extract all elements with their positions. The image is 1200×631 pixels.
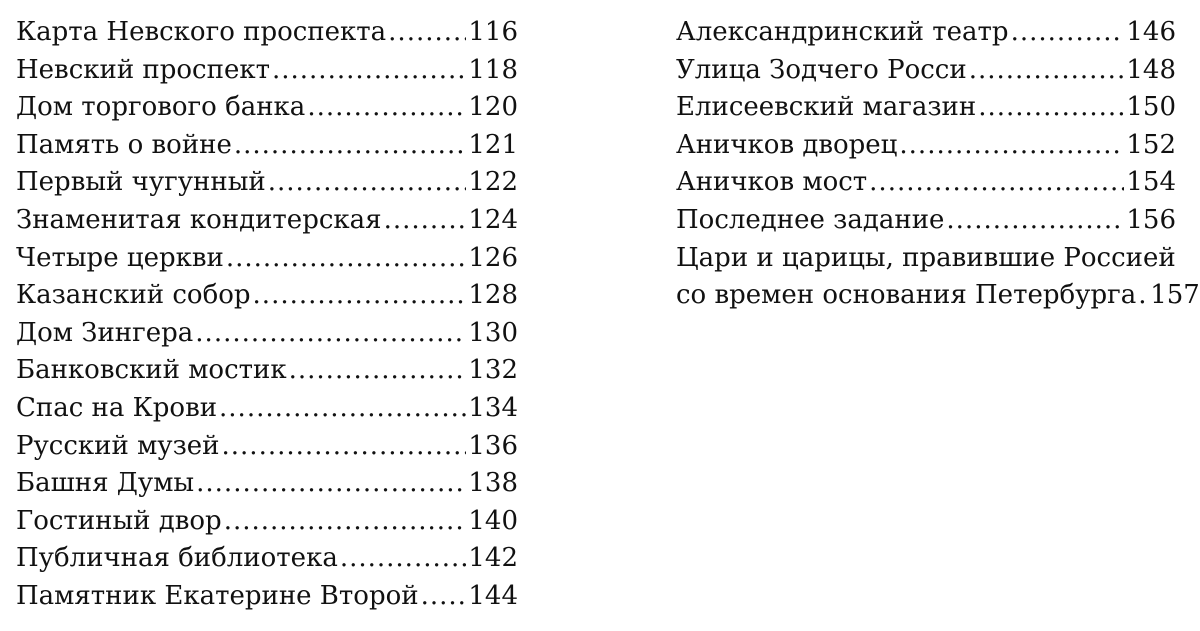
toc-entry-title: Улица Зодчего Росси — [676, 54, 967, 85]
toc-entry — [676, 277, 1200, 315]
dot-leader — [307, 89, 466, 127]
toc-entry-title: Знаменитая кондитерская — [16, 204, 382, 235]
toc-right-column — [676, 14, 1200, 315]
toc-left-column — [16, 14, 518, 616]
dot-leader — [969, 52, 1125, 90]
toc-entry-page: 116 — [468, 17, 518, 47]
dot-leader — [219, 390, 466, 428]
toc-entry-title: Спас на Крови — [16, 392, 218, 423]
toc-entry-page: 130 — [468, 317, 518, 348]
toc-entry-page: 122 — [468, 167, 518, 198]
dot-leader — [224, 503, 467, 541]
toc-entry-page: 138 — [468, 468, 518, 499]
toc-entry-title: Аничков мост — [676, 167, 868, 198]
dot-leader — [388, 14, 466, 52]
toc-entry-title: Дом торгового банка — [16, 92, 306, 123]
toc-entry — [16, 390, 518, 428]
toc-entry-page: 126 — [468, 242, 518, 273]
toc-entry-title: Аничков дворец — [676, 129, 898, 160]
dot-leader — [195, 315, 466, 353]
toc-entry-page: 146 — [1126, 17, 1176, 47]
toc-entry-page: 154 — [1126, 167, 1176, 198]
toc-entry-page: 152 — [1126, 129, 1176, 160]
toc-entry — [676, 127, 1176, 165]
toc-entry — [16, 503, 518, 541]
toc-entry-page: 118 — [468, 54, 518, 85]
toc-entry-title: Публичная библиотека — [16, 543, 338, 574]
dot-leader — [222, 428, 467, 466]
toc-entry — [16, 164, 518, 202]
dot-leader — [253, 277, 467, 315]
toc-entry — [16, 465, 518, 503]
toc-entry-page: 124 — [468, 204, 518, 235]
dot-leader — [978, 89, 1124, 127]
toc-entry-page: 136 — [468, 430, 518, 461]
toc-entry — [16, 202, 518, 240]
dot-leader — [1138, 277, 1148, 315]
toc-entry-title: Первый чугунный — [16, 167, 266, 198]
dot-leader — [268, 164, 467, 202]
toc-entry-title: Гостиный двор — [16, 505, 222, 536]
toc-entry-page: 142 — [468, 543, 518, 574]
toc-entry — [16, 578, 518, 616]
toc-entry-page: 156 — [1126, 204, 1176, 235]
toc-entry — [16, 14, 518, 52]
dot-leader — [946, 202, 1124, 240]
toc-entry-title: Банковский мостик — [16, 355, 287, 386]
toc-entry-page: 128 — [468, 280, 518, 311]
toc-entry-title: Памятник Екатерине Второй — [16, 580, 419, 611]
toc-entry — [676, 52, 1176, 90]
toc-entry — [16, 277, 518, 315]
toc-entry-page: 144 — [468, 580, 518, 611]
dot-leader — [869, 164, 1124, 202]
toc-entry-title: Русский музей — [16, 430, 220, 461]
toc-entry-title: Башня Думы — [16, 468, 195, 499]
dot-leader — [272, 52, 466, 90]
toc-entry-page: 132 — [468, 355, 518, 386]
dot-leader — [899, 127, 1124, 165]
toc-entry — [16, 352, 518, 390]
toc-entry — [676, 164, 1176, 202]
toc-entry-title: Четыре церкви — [16, 242, 224, 273]
dot-leader — [226, 240, 467, 278]
toc-entry-title: со времен основания Петербурга — [676, 280, 1137, 311]
toc-entry-page: 148 — [1126, 54, 1176, 85]
toc-entry — [676, 202, 1176, 240]
toc-entry-title: Последнее задание — [676, 204, 945, 235]
toc-entry-first-line: Цари и царицы, правившие Россией — [676, 242, 1176, 273]
dot-leader — [1011, 14, 1125, 52]
dot-leader — [289, 352, 467, 390]
toc-entry-page: 157 — [1150, 280, 1200, 311]
toc-entry-page: 120 — [468, 92, 518, 123]
toc-entry-title: Дом Зингера — [16, 317, 194, 348]
toc-entry-title: Карта Невского проспекта — [16, 17, 387, 47]
toc-entry — [676, 14, 1176, 52]
dot-leader — [384, 202, 467, 240]
toc-entry-page: 150 — [1126, 92, 1176, 123]
dot-leader — [234, 127, 467, 165]
toc-entry-title: Александринский театр — [676, 17, 1009, 47]
dot-leader — [340, 540, 467, 578]
dot-leader — [196, 465, 466, 503]
toc-entry-title: Казанский собор — [16, 280, 251, 311]
toc-entry-page: 140 — [468, 505, 518, 536]
toc-entry — [16, 127, 518, 165]
toc-entry — [16, 428, 518, 466]
toc-entry-title: Память о войне — [16, 129, 232, 160]
toc-entry — [16, 52, 518, 90]
toc-entry-title: Елисеевский магазин — [676, 92, 977, 123]
toc-entry — [16, 315, 518, 353]
dot-leader — [421, 578, 467, 616]
toc-entry — [16, 240, 518, 278]
toc-entry-title: Невский проспект — [16, 54, 270, 85]
toc-entry-page: 134 — [468, 392, 518, 423]
toc-entry — [16, 540, 518, 578]
toc-entry — [16, 89, 518, 127]
toc-entry-page: 121 — [468, 129, 518, 160]
toc-entry — [676, 89, 1176, 127]
